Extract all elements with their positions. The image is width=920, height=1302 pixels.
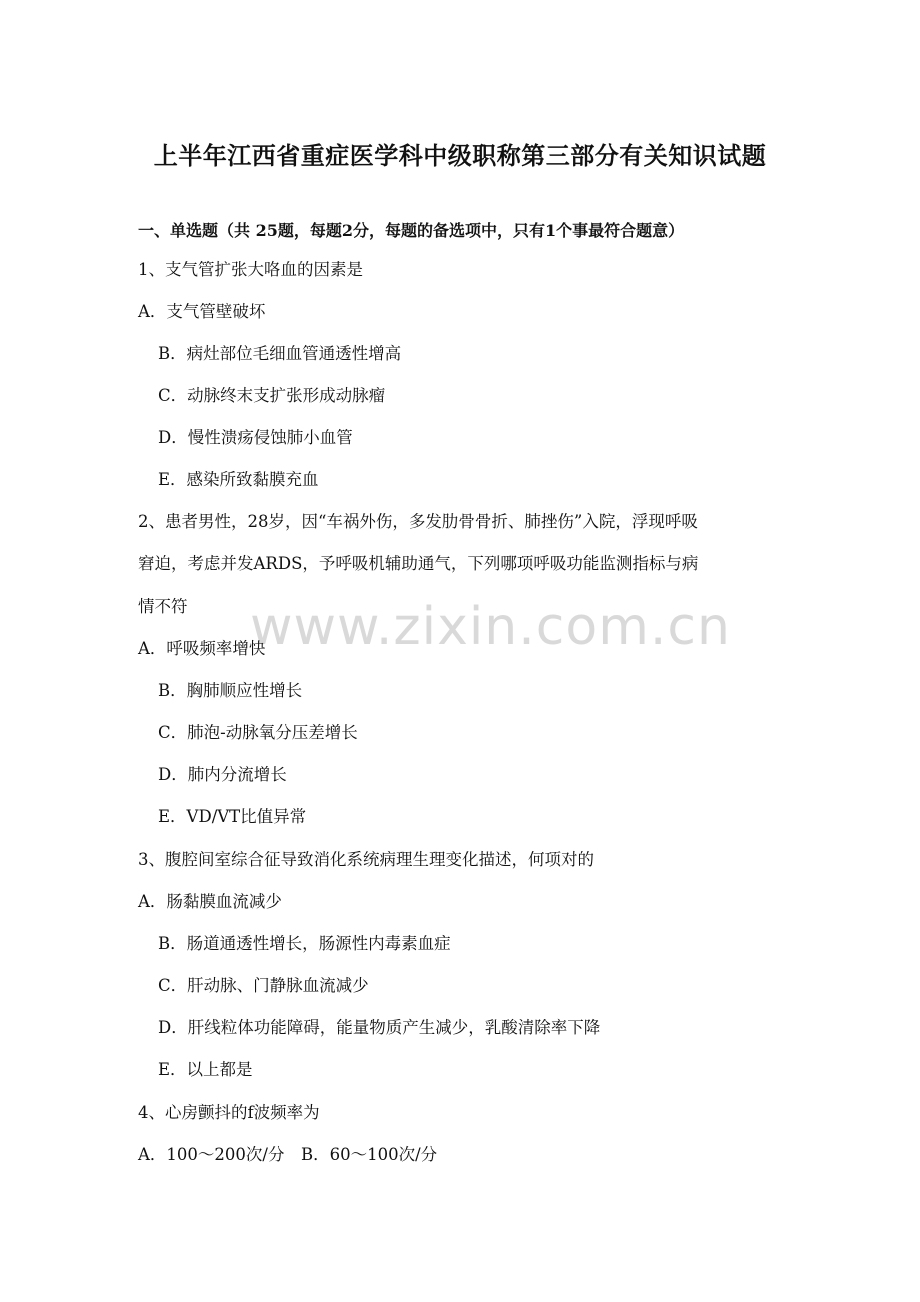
question-2-option-d: D．肺内分流增长: [158, 765, 287, 784]
question-1-option-e: E．感染所致黏膜充血: [158, 470, 319, 489]
question-3-option-a: A．肠黏膜血流减少: [138, 892, 282, 911]
document-title: 上半年江西省重症医学科中级职称第三部分有关知识试题: [153, 141, 767, 170]
question-2-option-a: A．呼吸频率增快: [138, 639, 266, 658]
question-1-option-c: C．动脉终末支扩张形成动脉瘤: [158, 386, 386, 405]
question-2-stem-line-3: 情不符: [138, 597, 188, 616]
question-3-option-d: D．肝线粒体功能障碍，能量物质产生减少，乳酸清除率下降: [158, 1018, 601, 1037]
question-4-stem: 4、心房颤抖的f波频率为: [138, 1103, 320, 1122]
watermark: www.zixin.com.cn: [250, 597, 731, 657]
question-3-stem: 3、腹腔间室综合征导致消化系统病理生理变化描述，何项对的: [138, 850, 594, 869]
section-header: 一、单选题（共 25题，每题2分，每题的备选项中，只有1个事最符合题意）: [138, 221, 685, 240]
question-3-option-b: B．肠道通透性增长，肠源性内毒素血症: [158, 934, 451, 953]
question-2-option-b: B．胸肺顺应性增长: [158, 681, 303, 700]
question-1-option-b: B．病灶部位毛细血管通透性增高: [158, 344, 402, 363]
question-1-option-d: D．慢性溃疡侵蚀肺小血管: [158, 428, 353, 447]
question-2-stem-line-2: 窘迫，考虑并发ARDS，予呼吸机辅助通气，下列哪项呼吸功能监测指标与病: [138, 554, 699, 573]
question-4-options: A．100～200次/分 B．60～100次/分: [138, 1145, 438, 1164]
question-3-option-e: E．以上都是: [158, 1060, 253, 1079]
question-2-stem-line-1: 2、患者男性，28岁，因“车祸外伤，多发肋骨骨折、肺挫伤”入院，浮现呼吸: [138, 512, 698, 531]
question-2-option-c: C．肺泡-动脉氧分压差增长: [158, 723, 358, 742]
question-1-option-a: A．支气管壁破坏: [138, 302, 266, 321]
question-1-stem: 1、支气管扩张大咯血的因素是: [138, 260, 363, 279]
question-2-option-e: E．VD/VT比值异常: [158, 807, 307, 826]
question-3-option-c: C．肝动脉、门静脉血流减少: [158, 976, 369, 995]
